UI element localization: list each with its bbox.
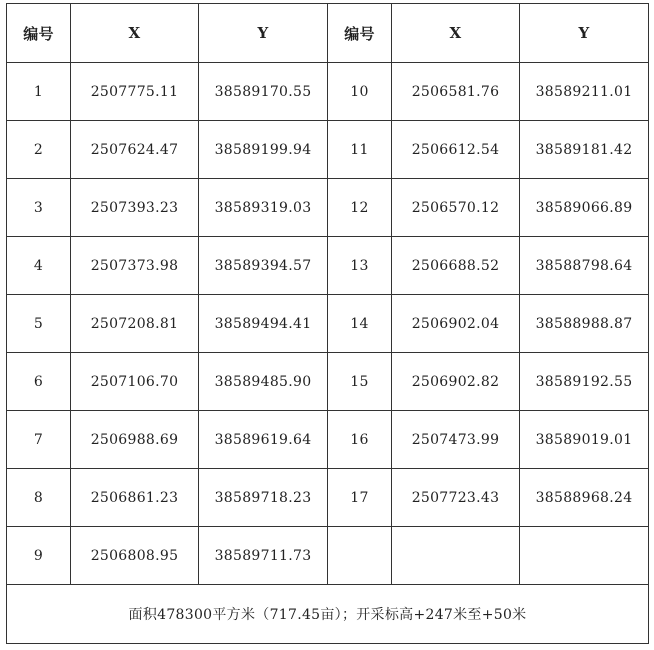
table-row bbox=[7, 121, 649, 179]
x-coordinate: 2507208.81 bbox=[71, 295, 199, 353]
header-num-left: 编号 bbox=[7, 4, 71, 63]
y-coordinate: 38588968.24 bbox=[520, 469, 649, 527]
header-y-left: Y bbox=[199, 4, 328, 63]
table-row bbox=[7, 295, 649, 353]
point-number: 5 bbox=[7, 295, 71, 353]
point-number: 1 bbox=[7, 63, 71, 121]
y-coordinate: 38589619.64 bbox=[199, 411, 328, 469]
table-row bbox=[7, 179, 649, 237]
x-coordinate: 2506902.82 bbox=[392, 353, 520, 411]
area-elevation-note: 面积478300平方米（717.45亩）；开采标高+247米至+50米 bbox=[7, 585, 649, 644]
x-coordinate: 2506988.69 bbox=[71, 411, 199, 469]
point-number: 17 bbox=[328, 469, 392, 527]
point-number: 8 bbox=[7, 469, 71, 527]
point-number: 2 bbox=[7, 121, 71, 179]
x-coordinate: 2506902.04 bbox=[392, 295, 520, 353]
y-coordinate: 38589019.01 bbox=[520, 411, 649, 469]
x-coordinate: 2507106.70 bbox=[71, 353, 199, 411]
x-coordinate: 2507373.98 bbox=[71, 237, 199, 295]
y-coordinate: 38589066.89 bbox=[520, 179, 649, 237]
x-coordinate: 2507624.47 bbox=[71, 121, 199, 179]
header-x-left: X bbox=[71, 4, 199, 63]
x-coordinate: 2506808.95 bbox=[71, 527, 199, 585]
coordinate-table-wrapper bbox=[6, 3, 649, 644]
y-coordinate: 38589485.90 bbox=[199, 353, 328, 411]
y-coordinate: 38589711.73 bbox=[199, 527, 328, 585]
empty-cell bbox=[520, 527, 649, 585]
point-number: 13 bbox=[328, 237, 392, 295]
point-number: 4 bbox=[7, 237, 71, 295]
coordinate-table bbox=[6, 3, 649, 644]
header-num-right: 编号 bbox=[328, 4, 392, 63]
point-number: 11 bbox=[328, 121, 392, 179]
y-coordinate: 38589181.42 bbox=[520, 121, 649, 179]
x-coordinate: 2507775.11 bbox=[71, 63, 199, 121]
point-number: 10 bbox=[328, 63, 392, 121]
y-coordinate: 38589170.55 bbox=[199, 63, 328, 121]
y-coordinate: 38589211.01 bbox=[520, 63, 649, 121]
table-row bbox=[7, 237, 649, 295]
point-number: 14 bbox=[328, 295, 392, 353]
point-number: 9 bbox=[7, 527, 71, 585]
table-row bbox=[7, 63, 649, 121]
empty-cell bbox=[392, 527, 520, 585]
x-coordinate: 2507473.99 bbox=[392, 411, 520, 469]
point-number: 7 bbox=[7, 411, 71, 469]
table-row bbox=[7, 527, 649, 585]
y-coordinate: 38589319.03 bbox=[199, 179, 328, 237]
header-x-right: X bbox=[392, 4, 520, 63]
point-number: 15 bbox=[328, 353, 392, 411]
table-row bbox=[7, 353, 649, 411]
point-number: 3 bbox=[7, 179, 71, 237]
y-coordinate: 38588798.64 bbox=[520, 237, 649, 295]
x-coordinate: 2506570.12 bbox=[392, 179, 520, 237]
y-coordinate: 38589192.55 bbox=[520, 353, 649, 411]
header-y-right: Y bbox=[520, 4, 649, 63]
x-coordinate: 2506581.76 bbox=[392, 63, 520, 121]
y-coordinate: 38589199.94 bbox=[199, 121, 328, 179]
empty-cell bbox=[328, 527, 392, 585]
x-coordinate: 2506861.23 bbox=[71, 469, 199, 527]
table-row bbox=[7, 411, 649, 469]
header-row bbox=[7, 4, 649, 63]
x-coordinate: 2506688.52 bbox=[392, 237, 520, 295]
x-coordinate: 2506612.54 bbox=[392, 121, 520, 179]
y-coordinate: 38589718.23 bbox=[199, 469, 328, 527]
point-number: 6 bbox=[7, 353, 71, 411]
x-coordinate: 2507723.43 bbox=[392, 469, 520, 527]
point-number: 16 bbox=[328, 411, 392, 469]
y-coordinate: 38589494.41 bbox=[199, 295, 328, 353]
y-coordinate: 38589394.57 bbox=[199, 237, 328, 295]
footer-row bbox=[7, 585, 649, 644]
point-number: 12 bbox=[328, 179, 392, 237]
table-row bbox=[7, 469, 649, 527]
x-coordinate: 2507393.23 bbox=[71, 179, 199, 237]
y-coordinate: 38588988.87 bbox=[520, 295, 649, 353]
